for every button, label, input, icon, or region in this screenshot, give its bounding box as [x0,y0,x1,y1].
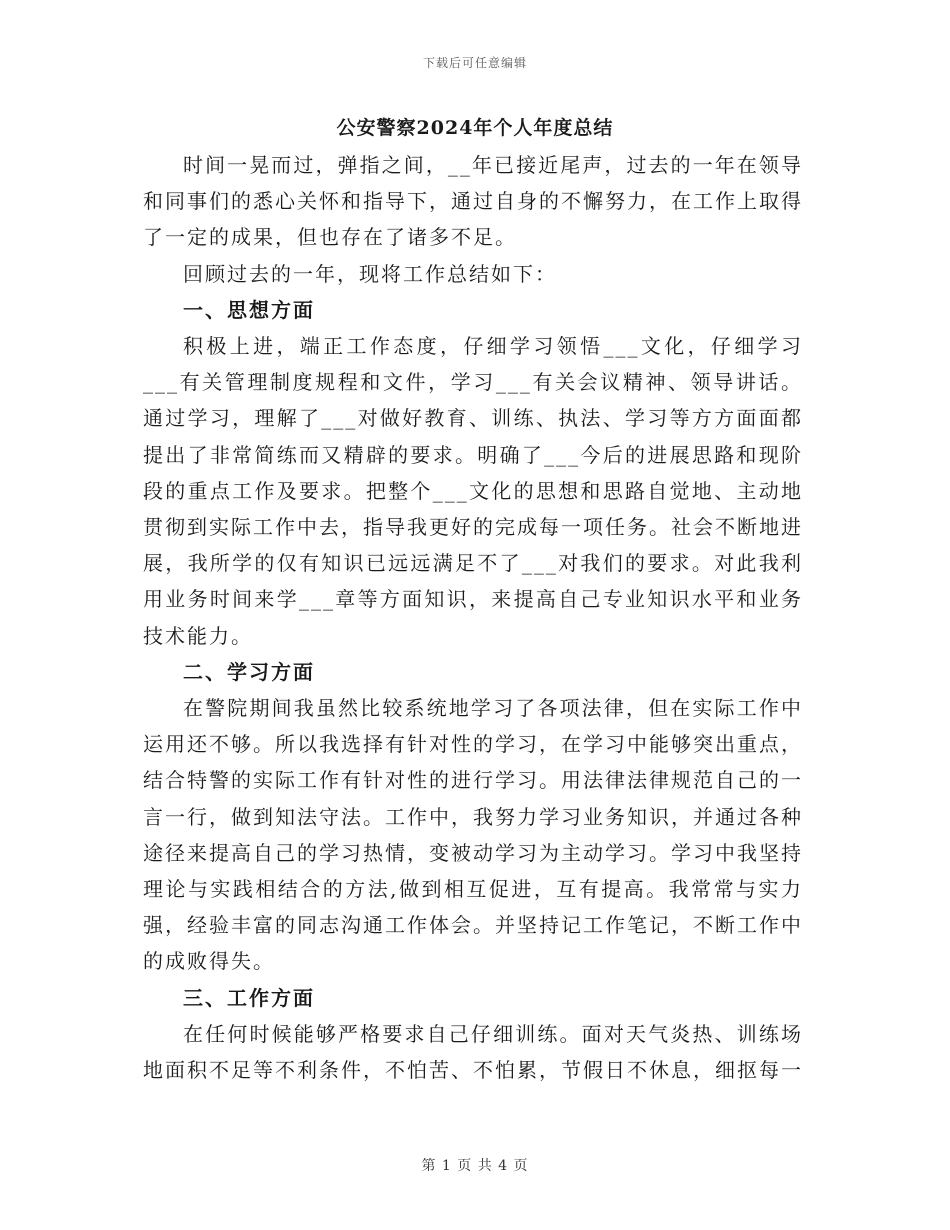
section-heading-work: 三、工作方面 [183,985,315,1010]
summary-lead-paragraph: 回顾过去的一年，现将工作总结如下： [183,261,557,286]
page-header-note: 下载后可任意编辑 [422,56,527,70]
document-title: 公安警察2024年个人年度总结 [336,117,614,139]
intro-paragraph: 时间一晃而过，弹指之间，__年已接近尾声，过去的一年在领导和同事们的悉心关怀和指导下，通过自身的不懈努力，在工作上取得了一定的成果，但也存在了诸多不足。 [143,153,803,250]
section-heading-thought: 一、思想方面 [183,297,315,322]
document-body [143,147,803,1088]
study-paragraph: 在警院期间我虽然比较系统地学习了各项法律，但在实际工作中运用还不够。所以我选择有针对性的学习，在学习中能够突出重点，结合特警的实际工作有针对性的进行学习。用法律法律规范自己的一言一行，做到知法守法。工作中，我努力学习业务知识，并通过各种途径来提高自己的学习热情，变被动学习为主动学习。学习中我坚持理论与实践相结合的方法,做到相互促进，互有提高。我常常与实力强，经验丰富的同志沟通工作体会。并坚持记工作笔记，不断工作中的成败得失。 [143,696,803,974]
thought-paragraph: 积极上进，端正工作态度，仔细学习领悟___文化，仔细学习___有关管理制度规程和文件，学习___有关会议精神、领导讲话。通过学习，理解了___对做好教育、训练、执法、学习等方方面面都提出了非常简练而又精辟的要求。明确了___今后的进展思路和现阶段的重点工作及要求。把整个___文化的思想和思路自觉地、主动地贯彻到实际工作中去，指导我更好的完成每一项任务。社会不断地进展，我所学的仅有知识已远远满足不了___对我们的要求。对此我利用业务时间来学___章等方面知识，来提高自己专业知识水平和业务技术能力。 [143,334,803,648]
work-paragraph: 在任何时候能够严格要求自己仔细训练。面对天气炎热、训练场地面积不足等不利条件，不怕苦、不怕累，节假日不休息，细抠每一 [143,1021,803,1083]
section-heading-study: 二、学习方面 [183,659,315,684]
page-number: 第 1 页 共 4 页 [421,1158,529,1174]
